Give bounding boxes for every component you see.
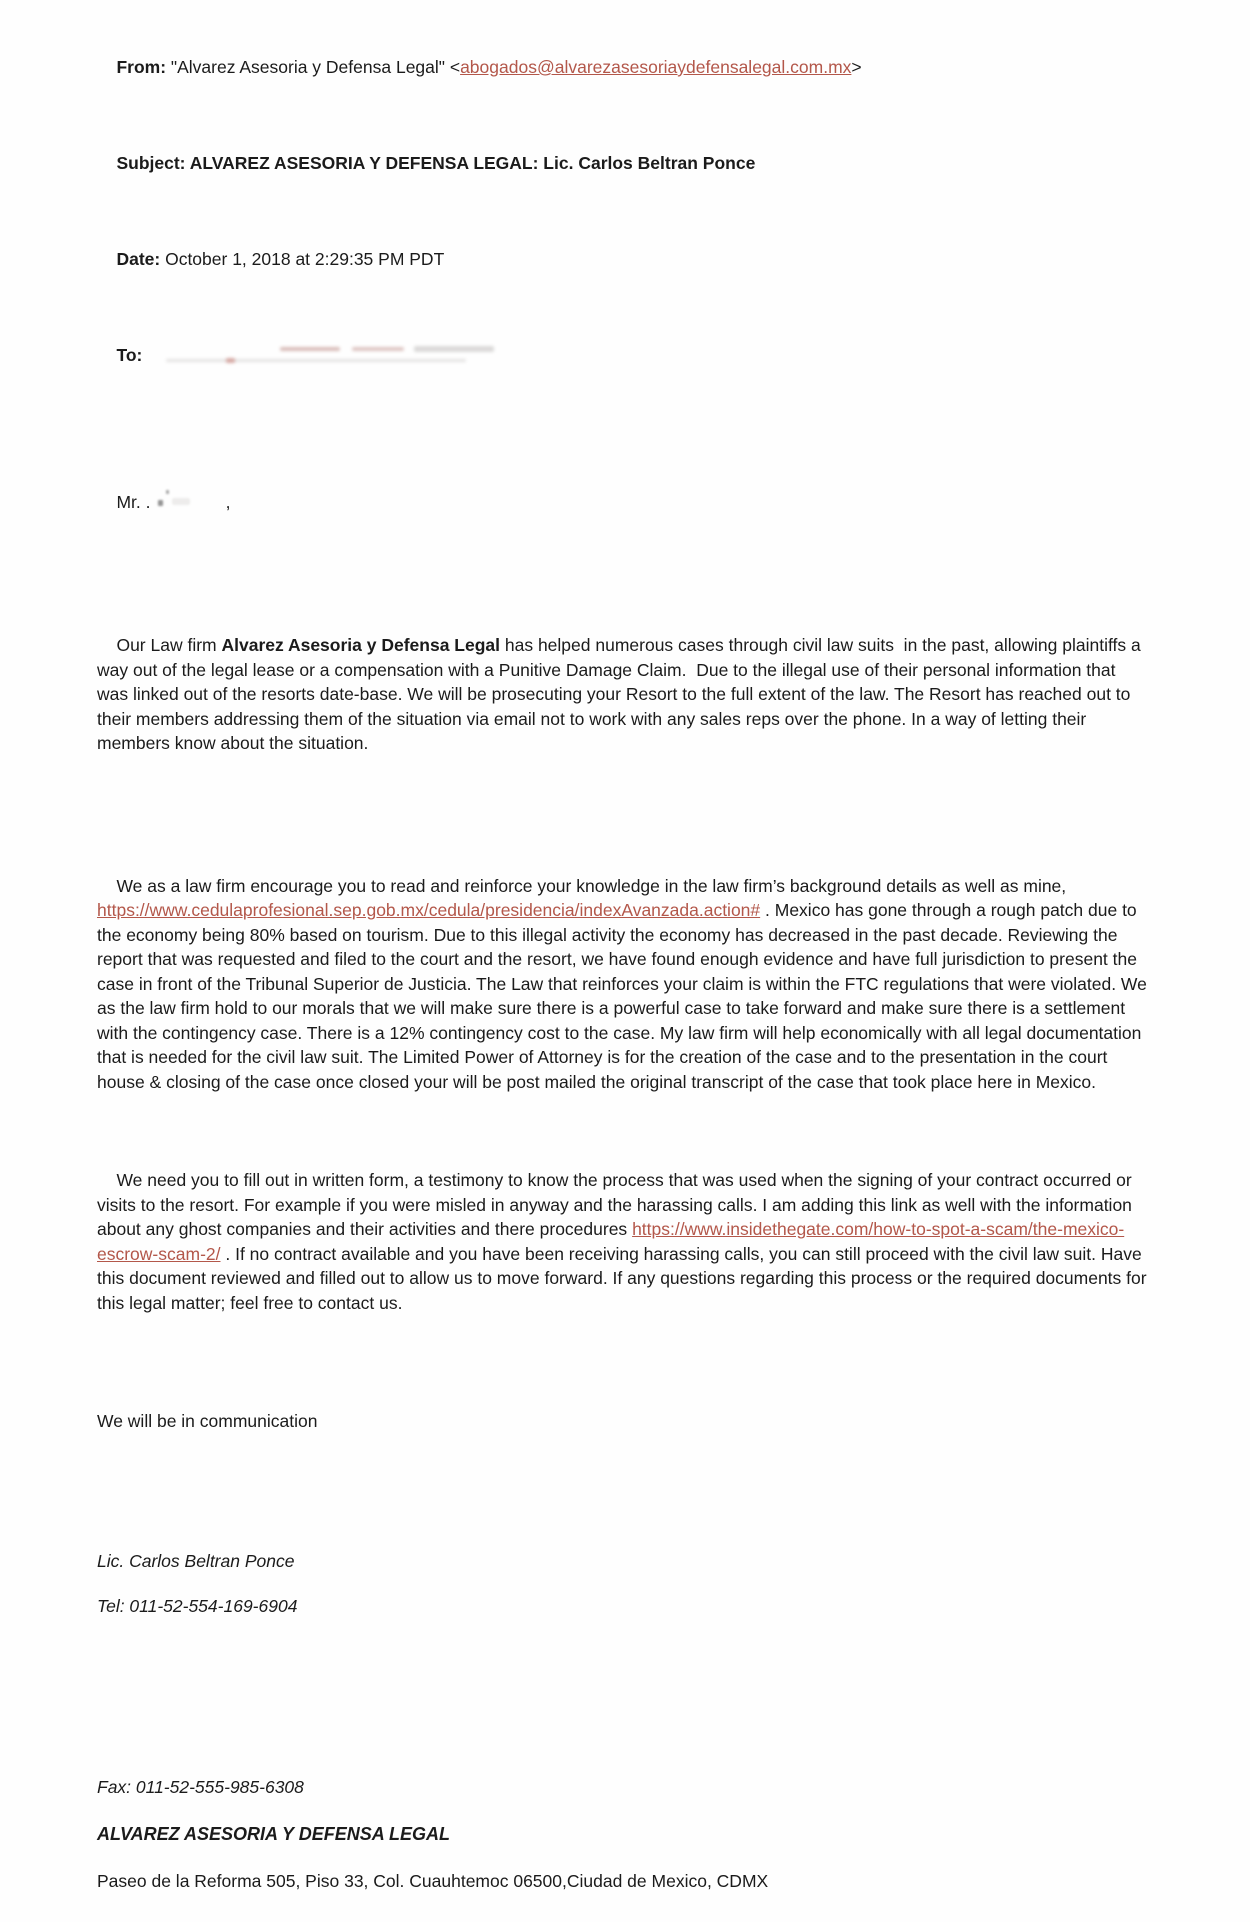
date-line [97,222,1150,297]
from-display-name: "Alvarez Asesoria y Defensa Legal" < [166,57,461,77]
date-label: Date: [116,249,161,269]
p2-text-after: . Mexico has gone through a rough patch due to the economy being 80% based on tourism. Due to this illegal activity the economy has decreased in the past decade. Reviewing the report that was requested and filed to the court and the resort, we have found enough evidence and have full jurisdiction to present the case in front of the Tribunal Superior de Justicia. The Law that reinforces your claim is within the FTC regulations that were violated. We as the law firm hold to our morals that we will make sure there is a powerful case to take forward and make sure there is a settlement with the contingency case. There is a 12% contingency cost to the case. My law firm will help economically with all legal documentation that is needed for the civil law suit. The Limited Power of Attorney is for the creation of the case and to the presentation in the court house & closing of the case once closed your will be post mailed the original transcript of the case that took place here in Mexico. [97,900,1152,1092]
signature-tel: Tel: 011-52-554-169-6904 [97,1596,298,1616]
signature-company-name: ALVAREZ ASESORIA Y DEFENSA LEGAL [97,1824,451,1844]
cedula-profesional-link[interactable]: https://www.cedulaprofesional.sep.gob.mx/cedula/presidencia/indexAvanzada.action# [97,900,761,920]
closing-line: We will be in communication [97,1410,318,1431]
p3-text-before: We need you to fill out in written form, a testimony to know the process that was used when the signing of your contract occurred or visits to the resort. For example if you were misled in anyway and the harassing calls. I am adding this link as well with the information about any ghost companies and their activities and there procedures [97,1170,1137,1239]
paragraph-background [97,849,1150,1119]
subject-line [97,126,1150,201]
from-angle-close: > [851,57,862,77]
salutation [97,465,1150,539]
p1-text-after: has helped numerous cases through civil law suits in the past, allowing plaintiffs a way out of the legal lease or a compensation with a Punitive Damage Claim. Due to the illegal use of their personal information that was linked out of the resorts date-base. We will be prosecuting your Resort to the full extent of the law. The Resort has reached out to their members addressing them of the situation via email not to work with any sales reps over the phone. In a way of letting their members know about the situation. [97,635,1146,753]
p1-text-before: Our Law firm [116,635,222,655]
signature-address: Paseo de la Reforma 505, Piso 33, Col. Cuauhtemoc 06500,Ciudad de Mexico, CDMX [97,1871,769,1891]
signature-name: Lic. Carlos Beltran Ponce [97,1551,295,1571]
p3-text-after: . If no contract available and you have been receiving harassing calls, you can still proceed with the civil law suit. Have this document reviewed and filled out to allow us to move forward. If any questions regarding this process or the required documents for this legal matter; feel free to contact us. [97,1243,1152,1313]
from-line [97,30,1150,105]
redacted-recipient-name [156,492,196,508]
redacted-recipient-address [152,345,512,367]
from-email-link[interactable]: abogados@alvarezasesoriaydefensalegal.com.mx [460,57,852,77]
firm-name-bold: Alvarez Asesoria y Defensa Legal [221,635,500,655]
date-value: October 1, 2018 at 2:29:35 PM PDT [160,249,445,269]
to-line [97,318,1150,393]
from-label: From: [116,57,167,77]
subject-value: ALVAREZ ASESORIA Y DEFENSA LEGAL: Lic. Carlos Beltran Ponce [185,153,756,173]
insidethegate-link[interactable]: https://www.insidethegate.com/how-to-spot-a-scam/the-mexico-escrow-scam-2/ [97,1219,1125,1264]
subject-label: Subject: [116,153,186,173]
to-label: To: [116,345,143,365]
signature-fax: Fax: 011-52-555-985-6308 [97,1777,304,1797]
paragraph-intro [97,609,1150,781]
salutation-text: Mr. . [116,491,151,512]
paragraph-testimony [97,1144,1150,1340]
salutation-comma: , [196,491,231,512]
p2-text-before: We as a law firm encourage you to read and reinforce your knowledge in the law firm’s background details as well as mine, [116,875,1072,896]
